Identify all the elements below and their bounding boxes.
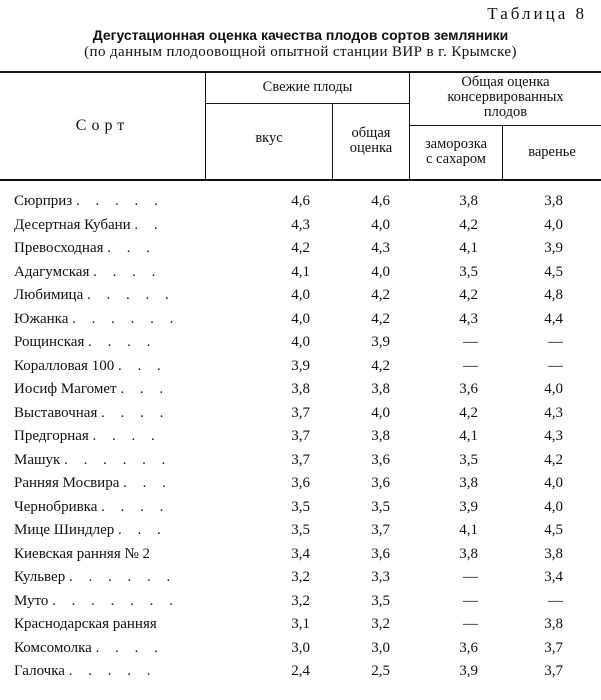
jam-value: 4,0 — [544, 381, 563, 397]
table-row — [0, 449, 601, 473]
overall-value: 4,2 — [371, 287, 390, 303]
leader-dots: . . . . — [95, 639, 164, 656]
overall-value: 3,6 — [371, 451, 390, 468]
header-frozen-line-2: с сахаром — [425, 151, 486, 167]
leader-dots: . . . . . . — [64, 451, 172, 468]
header-canned-line-1: Общая оценка — [461, 74, 550, 90]
frozen-value: — — [463, 592, 478, 609]
variety-name-text: Краснодарская ранняя — [14, 616, 157, 632]
leader-dots: . . — [134, 216, 164, 233]
table-row — [0, 566, 601, 590]
variety-name — [14, 217, 164, 234]
header-canned-score — [410, 75, 601, 120]
table-row — [0, 402, 601, 426]
frozen-value: 4,1 — [459, 240, 478, 256]
taste-value: 3,7 — [291, 404, 310, 421]
table-label: Таблица 8 — [487, 4, 587, 23]
variety-name-text: Коралловая 100 — [14, 357, 115, 374]
frozen-value: 3,8 — [459, 545, 478, 562]
table-row — [0, 519, 601, 543]
frozen-value: — — [463, 569, 478, 585]
frozen-value: 4,2 — [459, 404, 478, 421]
table-row — [0, 472, 601, 496]
overall-value: 4,2 — [371, 310, 390, 327]
variety-name-text: Сюрприз — [14, 193, 73, 209]
frozen-value: 4,1 — [459, 522, 478, 538]
jam-value: 4,8 — [544, 287, 563, 303]
jam-value: 3,7 — [544, 639, 563, 656]
frozen-value: 3,8 — [459, 193, 478, 209]
leader-dots: . . . — [120, 381, 170, 397]
variety-name — [14, 287, 175, 304]
taste-value: 4,6 — [291, 193, 310, 209]
table-row — [0, 378, 601, 402]
jam-value: 3,8 — [544, 545, 563, 562]
taste-value: 4,3 — [291, 216, 310, 233]
variety-name — [14, 499, 169, 516]
leader-dots: . . . — [118, 522, 167, 538]
table-row — [0, 543, 601, 567]
variety-name — [14, 381, 169, 398]
variety-name — [14, 405, 169, 422]
jam-value: 4,0 — [544, 498, 563, 515]
table-body — [0, 190, 601, 684]
header-taste: вкус — [255, 130, 283, 146]
overall-value: 3,5 — [371, 498, 390, 515]
table-row — [0, 331, 601, 355]
variety-name — [14, 663, 156, 680]
leader-dots: . . . . — [101, 404, 170, 421]
taste-value: 3,7 — [291, 428, 310, 444]
leader-dots: . . . — [117, 357, 167, 374]
variety-name-text: Комсомолка — [14, 639, 92, 656]
overall-value: 3,6 — [371, 545, 390, 562]
frozen-value: 4,2 — [459, 216, 478, 233]
leader-dots: . . . . — [88, 334, 157, 350]
overall-value: 3,8 — [371, 428, 390, 444]
overall-value: 2,5 — [371, 663, 390, 679]
frozen-value: 4,1 — [459, 428, 478, 444]
header-jam: варенье — [528, 144, 576, 160]
taste-value: 3,7 — [291, 451, 310, 468]
header-sort: Сорт — [75, 117, 130, 134]
variety-name — [14, 334, 156, 351]
overall-value: 4,2 — [371, 357, 390, 374]
variety-name-text: Киевская ранняя № 2 — [14, 545, 151, 562]
variety-name — [14, 193, 164, 210]
frozen-value: 3,6 — [459, 639, 478, 656]
taste-value: 3,6 — [291, 475, 310, 491]
jam-value: 3,9 — [544, 240, 563, 256]
table-subtitle: (по данным плодоовощной опытной станции ВИР в г. Крымске) — [84, 44, 517, 60]
frozen-value: 3,5 — [459, 263, 478, 280]
variety-name-text: Чернобривка — [14, 498, 98, 515]
variety-name-text: Мице Шиндлер — [14, 522, 115, 538]
overall-value: 3,8 — [371, 381, 390, 397]
jam-value: 4,5 — [544, 522, 563, 538]
taste-value: 4,0 — [291, 334, 310, 350]
taste-value: 3,5 — [291, 522, 310, 538]
table-row — [0, 237, 601, 261]
leader-dots: . . . — [107, 240, 157, 256]
frozen-value: 3,9 — [459, 498, 478, 515]
leader-dots: . . . . — [92, 428, 161, 444]
overall-value: 3,3 — [371, 569, 390, 585]
leader-dots: . . . . . . . — [52, 592, 179, 609]
header-fresh-fruits: Свежие плоды — [262, 79, 353, 95]
variety-name-text: Южанка — [14, 310, 69, 327]
header-overall-line-1: общая — [351, 125, 391, 141]
frozen-value: 4,2 — [459, 287, 478, 303]
header-frozen-line-1: заморозка — [424, 136, 488, 152]
variety-name-text: Ранняя Мосвира — [14, 475, 120, 491]
jam-value: 3,4 — [544, 569, 563, 585]
taste-value: 3,8 — [291, 381, 310, 397]
jam-value: 4,5 — [544, 263, 563, 280]
header-canned-line-2: консервированных — [447, 89, 564, 105]
fresh-subheader-rule — [205, 103, 410, 104]
variety-name-text: Любимица — [14, 287, 84, 303]
overall-value: 3,6 — [371, 475, 390, 491]
header-frozen-sugar — [410, 137, 502, 167]
taste-value: 3,2 — [291, 569, 310, 585]
frozen-value: — — [463, 357, 478, 374]
table-row — [0, 355, 601, 379]
taste-value: 3,5 — [291, 498, 310, 515]
table-row — [0, 496, 601, 520]
jam-value: 4,0 — [544, 475, 563, 491]
variety-name-text: Предгорная — [14, 428, 89, 444]
frozen-value: 3,5 — [459, 451, 478, 468]
table-row — [0, 190, 601, 214]
taste-value: 3,9 — [291, 357, 310, 374]
jam-value: 4,0 — [544, 216, 563, 233]
jam-value: 3,8 — [544, 616, 563, 632]
table-row — [0, 590, 601, 614]
taste-value: 2,4 — [291, 663, 310, 679]
taste-value: 4,0 — [291, 287, 310, 303]
header-canned-line-3: плодов — [483, 104, 528, 120]
variety-name-text: Десертная Кубани — [14, 216, 131, 233]
leader-dots: . . . . . — [87, 287, 175, 303]
variety-name — [14, 522, 167, 539]
overall-value: 3,0 — [371, 639, 390, 656]
jam-value: 4,2 — [544, 451, 563, 468]
overall-value: 4,3 — [371, 240, 390, 256]
variety-name — [14, 546, 150, 563]
variety-name-text: Адагумская — [14, 263, 90, 280]
overall-value: 3,2 — [371, 616, 390, 632]
jam-value: 4,3 — [544, 428, 563, 444]
table-row — [0, 284, 601, 308]
leader-dots: . . . . . . — [68, 569, 177, 585]
overall-value: 4,0 — [371, 404, 390, 421]
leader-dots: . . . . . — [68, 663, 157, 679]
jam-value: 3,8 — [544, 193, 563, 209]
overall-value: 3,9 — [371, 334, 390, 350]
variety-name-text: Машук — [14, 451, 61, 468]
variety-name — [14, 452, 171, 469]
taste-value: 3,4 — [291, 545, 310, 562]
overall-value: 4,6 — [371, 193, 390, 209]
frozen-value: 3,6 — [459, 381, 478, 397]
frozen-value: 4,3 — [459, 310, 478, 327]
taste-value: 4,0 — [291, 310, 310, 327]
variety-name-text: Рощинская — [14, 334, 85, 350]
frozen-value: 3,9 — [459, 663, 478, 679]
leader-dots: . . . . . — [75, 193, 164, 209]
table-row — [0, 261, 601, 285]
jam-value: — — [548, 334, 563, 350]
variety-name — [14, 569, 176, 586]
variety-name-text: Выставочная — [14, 404, 98, 421]
variety-name — [14, 616, 157, 633]
table-row — [0, 660, 601, 684]
frozen-value: — — [463, 616, 478, 632]
header-overall-score — [333, 126, 409, 156]
variety-name-text: Иосиф Магомет — [14, 381, 117, 397]
jam-value: — — [548, 357, 563, 374]
frozen-value: 3,8 — [459, 475, 478, 491]
variety-name — [14, 640, 164, 657]
jam-value: 3,7 — [544, 663, 563, 679]
variety-name — [14, 358, 167, 375]
leader-dots: . . . . — [93, 263, 162, 280]
header-bottom-rule — [0, 179, 601, 181]
table-row — [0, 308, 601, 332]
leader-dots: . . . . — [101, 498, 170, 515]
table-row — [0, 637, 601, 661]
table-row — [0, 613, 601, 637]
overall-value: 4,0 — [371, 263, 390, 280]
jam-value: 4,3 — [544, 404, 563, 421]
header-overall-line-2: оценка — [349, 140, 393, 156]
variety-name — [14, 593, 179, 610]
taste-value: 3,0 — [291, 639, 310, 656]
overall-value: 3,5 — [371, 592, 390, 609]
header-top-rule — [0, 71, 601, 73]
variety-name — [14, 428, 161, 445]
taste-value: 3,1 — [291, 616, 310, 632]
taste-value: 4,2 — [291, 240, 310, 256]
taste-value: 4,1 — [291, 263, 310, 280]
canned-subheader-rule — [409, 125, 601, 126]
table-row — [0, 214, 601, 238]
variety-name — [14, 311, 179, 328]
taste-value: 3,2 — [291, 592, 310, 609]
variety-name-text: Превосходная — [14, 240, 104, 256]
overall-value: 4,0 — [371, 216, 390, 233]
variety-name — [14, 240, 156, 257]
frozen-value: — — [463, 334, 478, 350]
variety-name-text: Галочка — [14, 663, 65, 679]
leader-dots: . . . . . . — [72, 310, 180, 327]
table-title: Дегустационная оценка качества плодов сортов земляники — [92, 27, 509, 43]
variety-name — [14, 475, 172, 492]
table-row — [0, 425, 601, 449]
overall-value: 3,7 — [371, 522, 390, 538]
variety-name — [14, 264, 161, 281]
variety-name-text: Муто — [14, 592, 49, 609]
leader-dots: . . . — [123, 475, 172, 491]
jam-value: 4,4 — [544, 310, 563, 327]
variety-name-text: Кульвер — [14, 569, 66, 585]
jam-value: — — [548, 592, 563, 609]
